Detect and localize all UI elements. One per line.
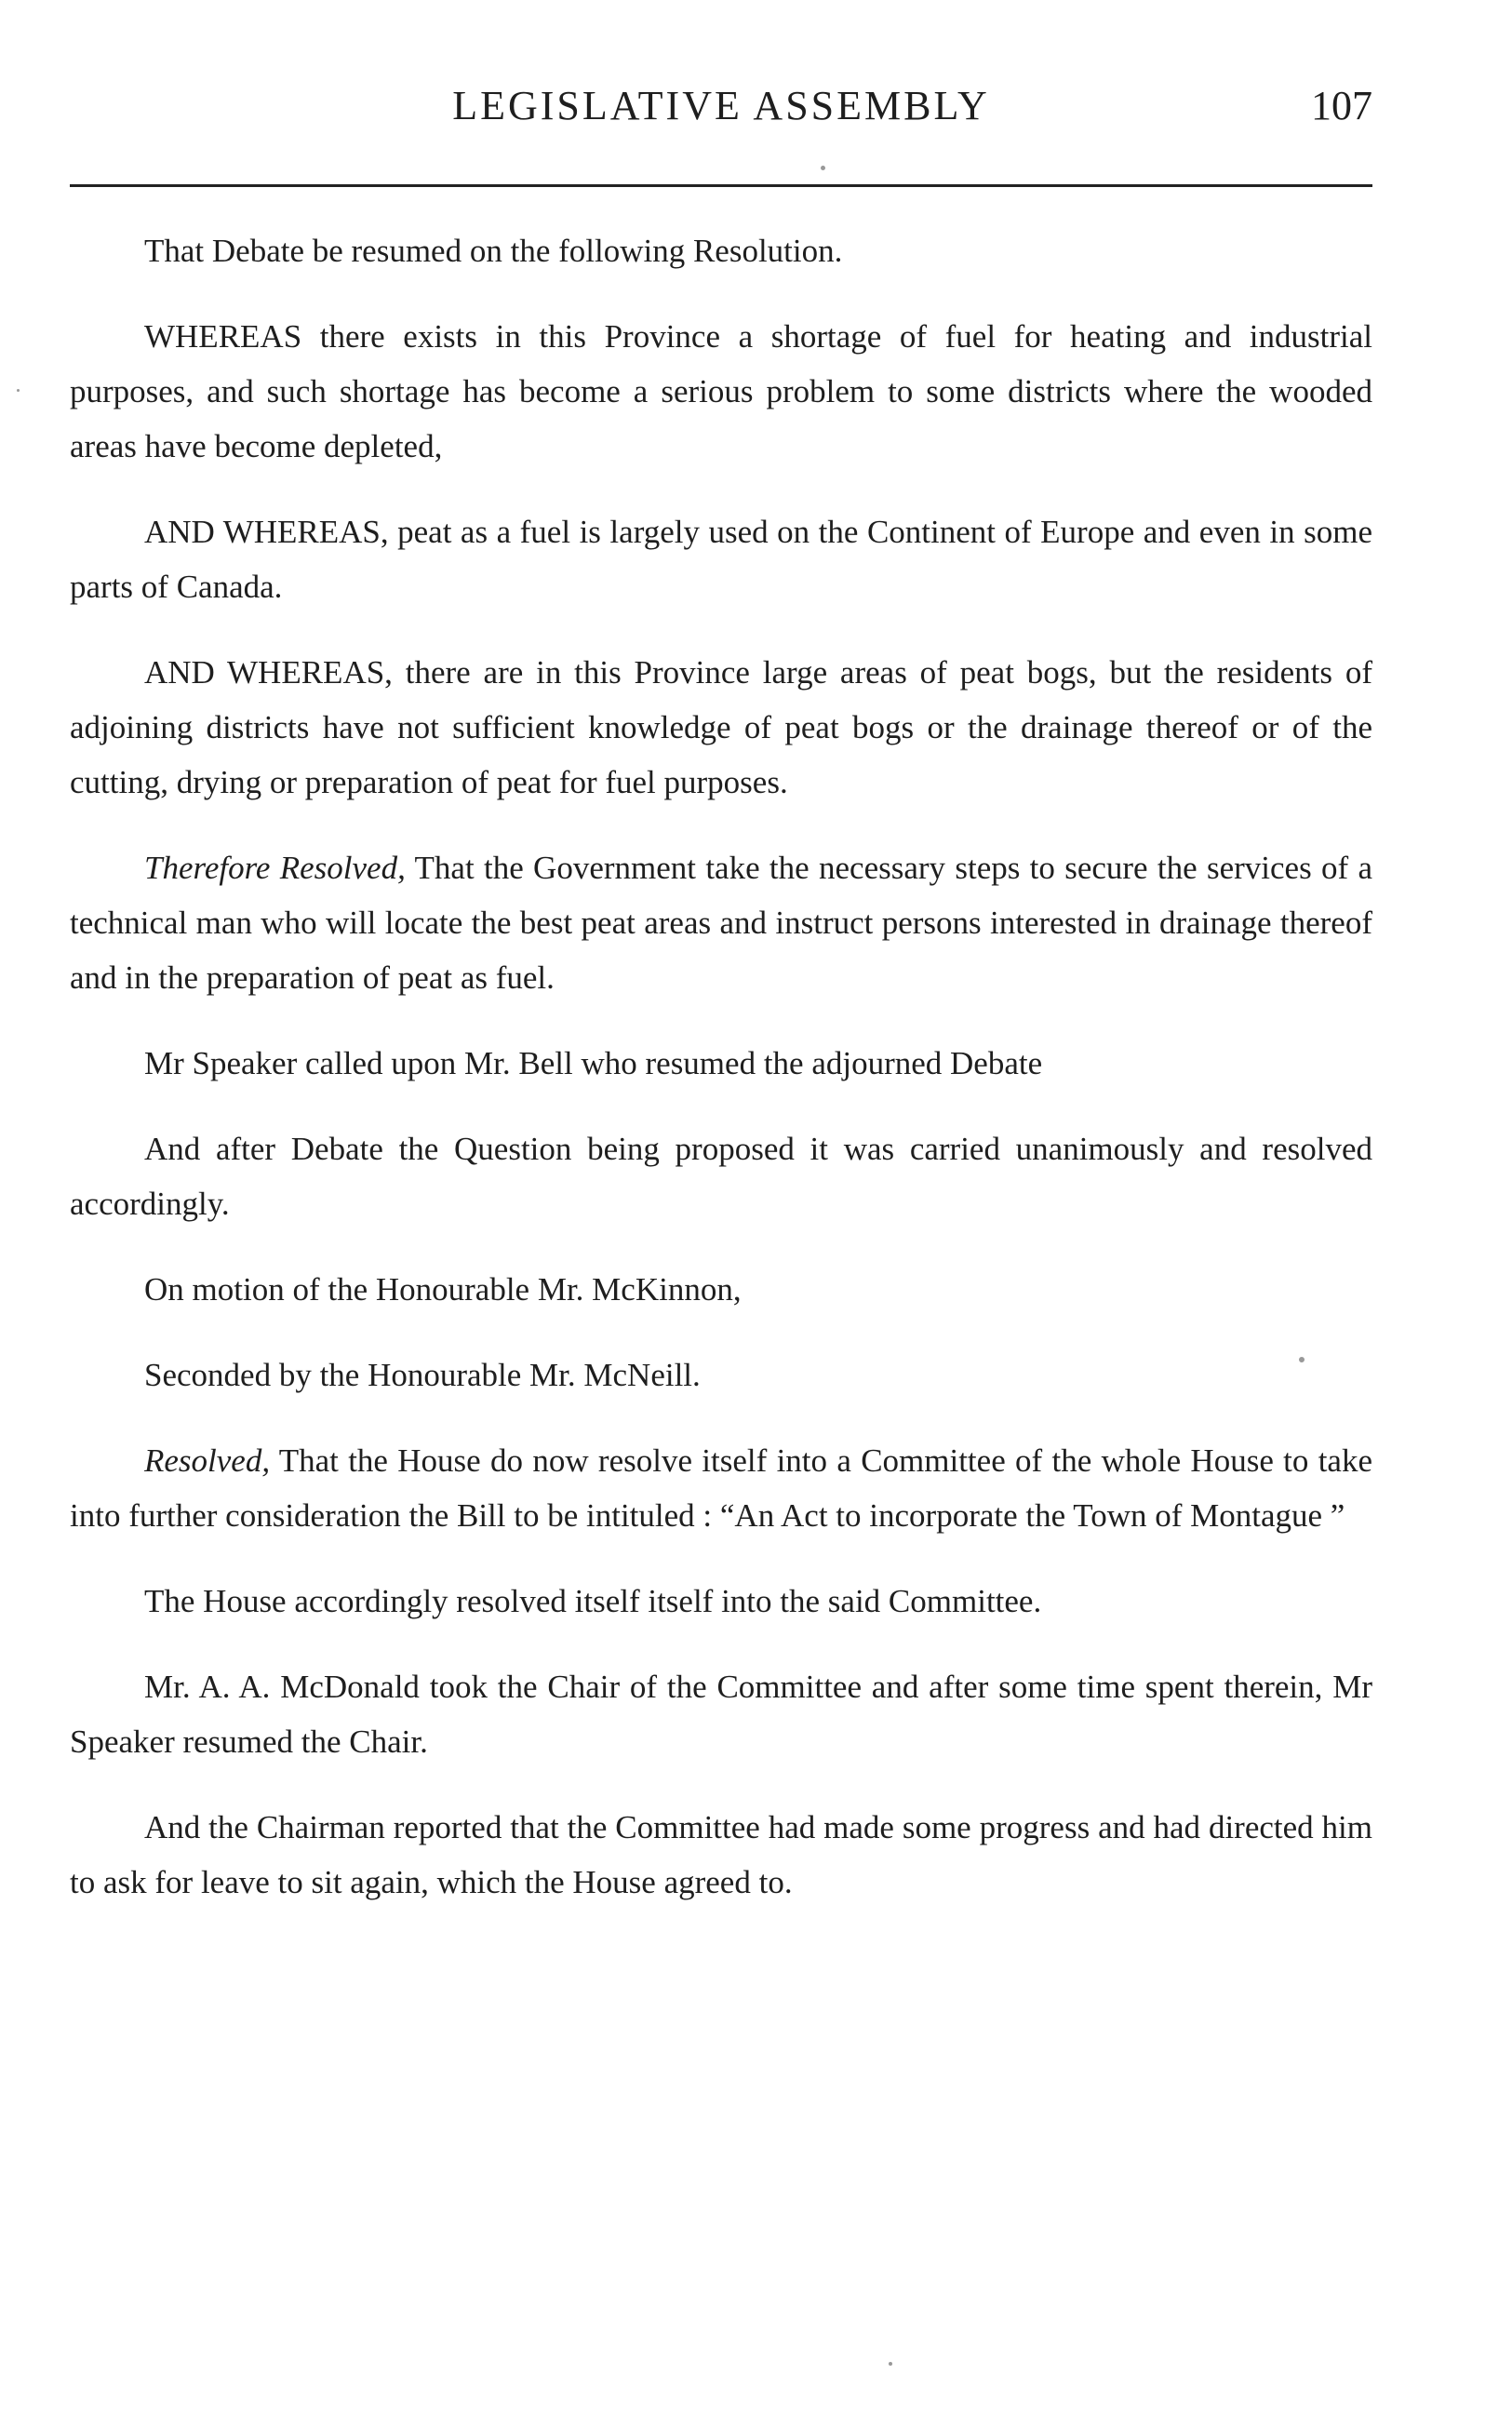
paragraph <box>70 1262 1372 1317</box>
scan-speck <box>889 2362 892 2366</box>
paragraph-text: And after Debate the Question being proposed it was carried unanimously and resolved accordingly. <box>70 1131 1372 1222</box>
running-title: LEGISLATIVE ASSEMBLY <box>452 83 990 128</box>
paragraph-text: That the House do now resolve itself into a Committee of the whole House to take into further consideration the Bill to be intituled : “An Act to incorporate the Town of Montague ” <box>70 1442 1372 1534</box>
paragraph-lead-italic: Resolved, <box>144 1442 271 1479</box>
paragraph-text: AND WHEREAS, peat as a fuel is largely used on the Continent of Europe and even in some parts of Canada. <box>70 514 1372 605</box>
paragraph-lead-italic: Therefore Resolved, <box>144 850 406 886</box>
page-header <box>70 82 1372 138</box>
paragraph <box>70 223 1372 278</box>
paragraph <box>70 504 1372 614</box>
paragraph-text: Mr Speaker called upon Mr. Bell who resumed the adjourned Debate <box>144 1045 1043 1081</box>
paragraph <box>70 309 1372 474</box>
scan-speck <box>17 389 20 392</box>
paragraph <box>70 1348 1372 1402</box>
page-number: 107 <box>1311 83 1372 128</box>
paragraph <box>70 1036 1372 1091</box>
paragraph <box>70 645 1372 810</box>
paragraph-text: WHEREAS there exists in this Province a shortage of fuel for heating and industrial purposes, and such shortage has become a serious problem to some districts where the wooded areas have become depleted, <box>70 318 1372 464</box>
paragraph <box>70 1121 1372 1231</box>
paragraph-text: On motion of the Honourable Mr. McKinnon, <box>144 1271 742 1308</box>
paragraph-text: And the Chairman reported that the Committee had made some progress and had directed him to ask for leave to sit again, which the House agreed to. <box>70 1809 1372 1900</box>
body-text <box>70 223 1372 1910</box>
paragraph-text: The House accordingly resolved itself itself into the said Committee. <box>144 1583 1042 1619</box>
paragraph <box>70 1800 1372 1910</box>
paragraph-text: That Debate be resumed on the following Resolution. <box>144 233 843 269</box>
scan-speck <box>821 166 825 170</box>
paragraph <box>70 1574 1372 1629</box>
paragraph <box>70 1433 1372 1543</box>
paragraph-text: Seconded by the Honourable Mr. McNeill. <box>144 1357 701 1393</box>
paragraph-text: AND WHEREAS, there are in this Province large areas of peat bogs, but the residents of adjoining districts have not sufficient knowledge of peat bogs or the drainage thereof or of the cutting, drying or preparation of peat for fuel purposes. <box>70 654 1372 800</box>
scan-speck <box>1299 1357 1305 1362</box>
header-rule <box>70 184 1372 187</box>
paragraph-text: That the Government take the necessary steps to secure the services of a technical man who will locate the best peat areas and instruct persons interested in drainage thereof and in the preparation of peat as fuel. <box>70 850 1373 996</box>
paragraph-text: Mr. A. A. McDonald took the Chair of the Committee and after some time spent therein, Mr Speaker resumed the Chair. <box>70 1669 1372 1760</box>
paragraph <box>70 840 1372 1005</box>
paragraph <box>70 1659 1372 1769</box>
